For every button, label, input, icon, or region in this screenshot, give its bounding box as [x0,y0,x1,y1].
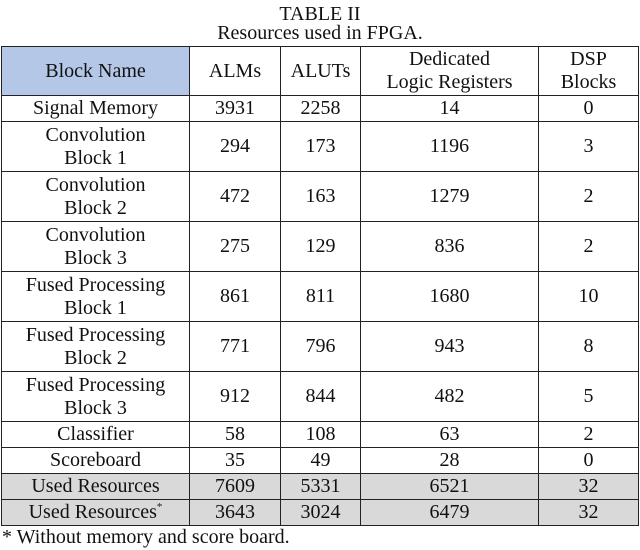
block-name-cell: Convolution Block 1 [2,122,190,172]
registers-cell: 1279 [361,172,539,222]
block-name-cell: Convolution Block 2 [2,172,190,222]
block-name-cell: Convolution Block 3 [2,222,190,272]
dsp-cell: 32 [539,500,639,526]
block-name-cell: Used Resources [2,474,190,500]
table-row-signal-memory [2,96,639,122]
registers-cell: 28 [361,448,539,474]
dsp-cell: 8 [539,322,639,372]
dsp-cell: 5 [539,372,639,422]
alms-cell: 3931 [190,96,281,122]
dsp-cell: 2 [539,222,639,272]
aluts-cell: 108 [281,422,361,448]
block-name-cell: Fused Processing Block 1 [2,272,190,322]
table-row-used-resources-excluding [2,500,639,526]
aluts-cell: 796 [281,322,361,372]
block-name-cell: Scoreboard [2,448,190,474]
registers-cell: 6521 [361,474,539,500]
aluts-cell: 811 [281,272,361,322]
alms-cell: 771 [190,322,281,372]
header-block-name: Block Name [2,47,190,96]
registers-cell: 1196 [361,122,539,172]
table-row-scoreboard [2,448,639,474]
alms-cell: 472 [190,172,281,222]
header-aluts: ALUTs [281,47,361,96]
table-footnote: * Without memory and score board. [2,526,290,548]
dsp-cell: 32 [539,474,639,500]
alms-cell: 912 [190,372,281,422]
table-row-fused-processing-block-1 [2,272,639,322]
block-name-cell: Used Resources* [2,500,190,526]
header-dsp-blocks: DSP Blocks [539,47,639,96]
aluts-cell: 129 [281,222,361,272]
block-name-cell: Classifier [2,422,190,448]
alms-cell: 861 [190,272,281,322]
registers-cell: 836 [361,222,539,272]
block-name-cell: Fused Processing Block 2 [2,322,190,372]
alms-cell: 3643 [190,500,281,526]
registers-cell: 14 [361,96,539,122]
aluts-cell: 5331 [281,474,361,500]
table-row-convolution-block-1 [2,122,639,172]
dsp-cell: 0 [539,448,639,474]
table-caption: Resources used in FPGA. [217,22,423,44]
table-number: TABLE II [279,3,361,25]
registers-cell: 6479 [361,500,539,526]
registers-cell: 1680 [361,272,539,322]
dsp-cell: 10 [539,272,639,322]
dsp-cell: 2 [539,422,639,448]
table-row-convolution-block-3 [2,222,639,272]
alms-cell: 7609 [190,474,281,500]
footnote-marker: * [156,501,163,513]
header-row [2,47,639,96]
table-row-convolution-block-2 [2,172,639,222]
registers-cell: 63 [361,422,539,448]
alms-cell: 58 [190,422,281,448]
aluts-cell: 2258 [281,96,361,122]
block-name-cell: Signal Memory [2,96,190,122]
aluts-cell: 173 [281,122,361,172]
registers-cell: 482 [361,372,539,422]
registers-cell: 943 [361,322,539,372]
table-row-fused-processing-block-2 [2,322,639,372]
alms-cell: 35 [190,448,281,474]
table-row-used-resources [2,474,639,500]
header-alms: ALMs [190,47,281,96]
dsp-cell: 3 [539,122,639,172]
aluts-cell: 163 [281,172,361,222]
table-row-classifier [2,422,639,448]
header-dedicated-logic-registers: Dedicated Logic Registers [361,47,539,96]
aluts-cell: 844 [281,372,361,422]
alms-cell: 294 [190,122,281,172]
alms-cell: 275 [190,222,281,272]
table-row-fused-processing-block-3 [2,372,639,422]
dsp-cell: 2 [539,172,639,222]
block-name-cell: Fused Processing Block 3 [2,372,190,422]
aluts-cell: 49 [281,448,361,474]
resources-table [1,46,639,526]
dsp-cell: 0 [539,96,639,122]
aluts-cell: 3024 [281,500,361,526]
